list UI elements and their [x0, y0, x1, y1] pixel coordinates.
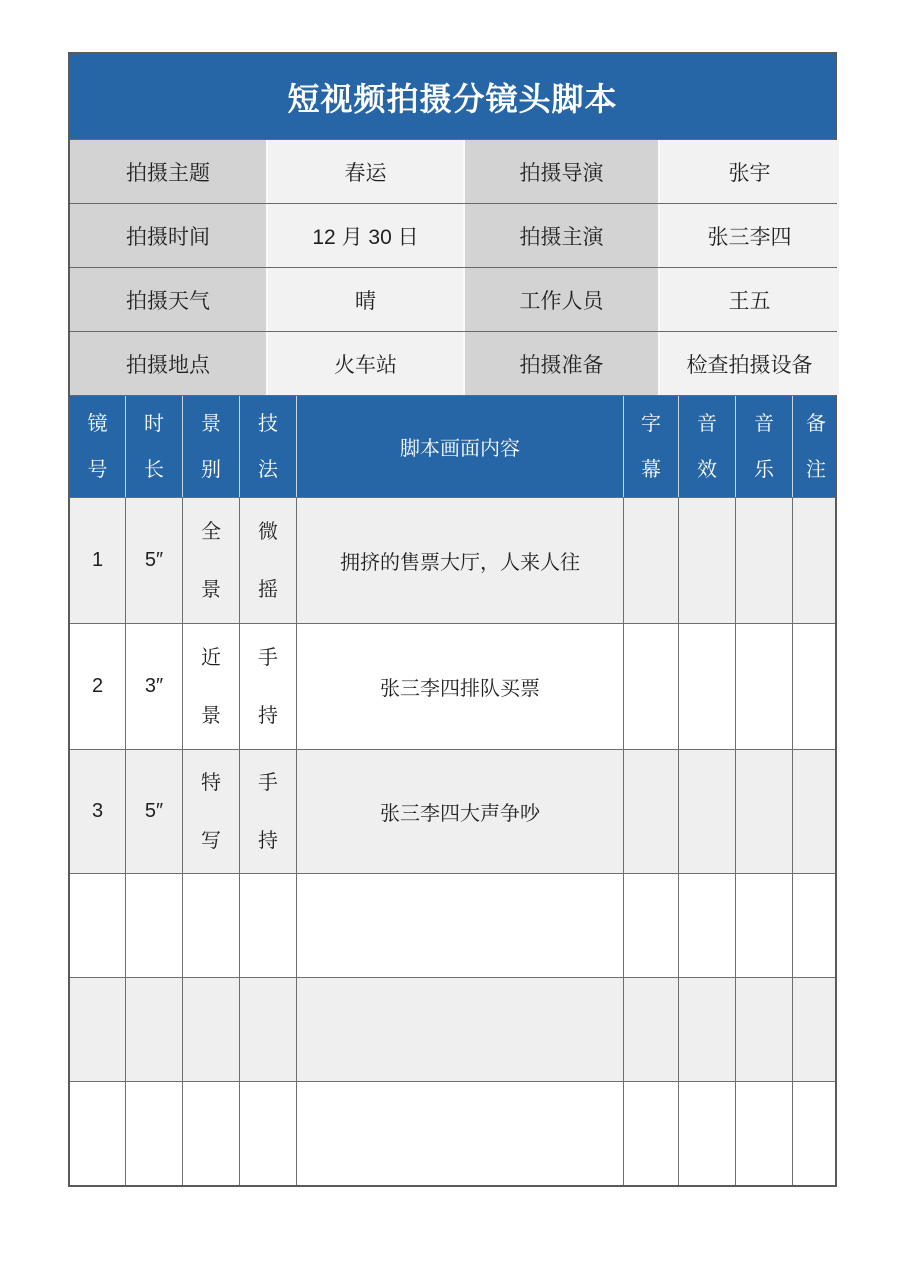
- cell-subtitle: [623, 498, 678, 623]
- cell-duration: 5″: [125, 750, 182, 873]
- cell-sound-effect: [678, 874, 735, 977]
- cell-content: [296, 1082, 623, 1185]
- info-label-staff: 工作人员: [463, 268, 658, 331]
- cell-technique: [239, 874, 296, 977]
- info-row-weather-staff: [70, 267, 835, 331]
- info-value-theme: 春运: [266, 140, 463, 203]
- cell-sound-effect: [678, 750, 735, 873]
- info-label-actors: 拍摄主演: [463, 204, 658, 267]
- header-technique: 技法: [239, 396, 296, 497]
- cell-subtitle: [623, 1082, 678, 1185]
- header-shot-type: 景别: [182, 396, 239, 497]
- header-subtitle: 字幕: [623, 396, 678, 497]
- cell-music: [735, 750, 792, 873]
- cell-sound-effect: [678, 1082, 735, 1185]
- cell-technique: [239, 1082, 296, 1185]
- info-value-time: 12 月 30 日: [266, 204, 463, 267]
- cell-subtitle: [623, 874, 678, 977]
- cell-duration: [125, 874, 182, 977]
- info-label-theme: 拍摄主题: [70, 140, 266, 203]
- cell-sound-effect: [678, 498, 735, 623]
- info-row-time-actors: [70, 203, 835, 267]
- cell-subtitle: [623, 750, 678, 873]
- cell-shot-no: [70, 978, 125, 1081]
- cell-subtitle: [623, 978, 678, 1081]
- cell-sound-effect: [678, 624, 735, 749]
- cell-technique: 微摇: [239, 498, 296, 623]
- cell-technique: [239, 978, 296, 1081]
- cell-shot-no: 2: [91, 675, 104, 697]
- cell-shot-no: [70, 874, 125, 977]
- cell-notes: [792, 750, 839, 873]
- info-value-actors: 张三李四: [658, 204, 839, 267]
- header-duration: 时长: [125, 396, 182, 497]
- cell-notes: [792, 978, 839, 1081]
- header-shot-no: 镜号: [87, 412, 108, 481]
- cell-music: [735, 498, 792, 623]
- info-row-theme-director: [70, 139, 835, 203]
- storyboard-row-1: [70, 497, 835, 623]
- cell-shot-no: 1: [91, 549, 104, 571]
- cell-music: [735, 874, 792, 977]
- info-label-weather: 拍摄天气: [70, 268, 266, 331]
- cell-music: [735, 624, 792, 749]
- cell-content: [296, 874, 623, 977]
- storyboard-document: [68, 52, 837, 1187]
- cell-subtitle: [623, 624, 678, 749]
- cell-shot-type: 特写: [182, 750, 239, 873]
- cell-shot-no: 3: [91, 800, 104, 822]
- cell-content: [296, 978, 623, 1081]
- info-label-director: 拍摄导演: [463, 140, 658, 203]
- cell-shot-no: [70, 1082, 125, 1185]
- cell-content: 拥挤的售票大厅，人来人往: [296, 498, 623, 623]
- info-value-prep: 检查拍摄设备: [658, 332, 839, 395]
- storyboard-row-2: [70, 623, 835, 749]
- storyboard-row-4: [70, 873, 835, 977]
- cell-shot-type: [182, 1082, 239, 1185]
- cell-notes: [792, 1082, 839, 1185]
- header-content: 脚本画面内容: [296, 396, 623, 497]
- storyboard-row-6: [70, 1081, 835, 1185]
- storyboard-header-row: [70, 395, 835, 497]
- storyboard-row-5: [70, 977, 835, 1081]
- cell-sound-effect: [678, 978, 735, 1081]
- header-sound-effect: 音效: [678, 396, 735, 497]
- cell-shot-type: [182, 874, 239, 977]
- cell-notes: [792, 624, 839, 749]
- header-music: 音乐: [735, 396, 792, 497]
- info-row-location-prep: [70, 331, 835, 395]
- cell-shot-type: [182, 978, 239, 1081]
- document-title: 短视频拍摄分镜头脚本: [70, 54, 835, 139]
- cell-duration: 5″: [125, 498, 182, 623]
- info-label-prep: 拍摄准备: [463, 332, 658, 395]
- cell-technique: 手持: [239, 750, 296, 873]
- cell-music: [735, 978, 792, 1081]
- info-label-time: 拍摄时间: [70, 204, 266, 267]
- info-value-location: 火车站: [266, 332, 463, 395]
- cell-notes: [792, 874, 839, 977]
- shoot-info-table: [70, 139, 835, 395]
- cell-content: 张三李四排队买票: [296, 624, 623, 749]
- info-label-location: 拍摄地点: [70, 332, 266, 395]
- cell-content: 张三李四大声争吵: [296, 750, 623, 873]
- info-value-staff: 王五: [658, 268, 839, 331]
- cell-shot-type: 近景: [182, 624, 239, 749]
- cell-duration: [125, 1082, 182, 1185]
- cell-notes: [792, 498, 839, 623]
- cell-duration: [125, 978, 182, 1081]
- header-notes: 备注: [792, 396, 839, 497]
- info-value-weather: 晴: [266, 268, 463, 331]
- cell-technique: 手持: [239, 624, 296, 749]
- storyboard-row-3: [70, 749, 835, 873]
- cell-music: [735, 1082, 792, 1185]
- cell-shot-type: 全景: [182, 498, 239, 623]
- info-value-director: 张宇: [658, 140, 839, 203]
- cell-duration: 3″: [125, 624, 182, 749]
